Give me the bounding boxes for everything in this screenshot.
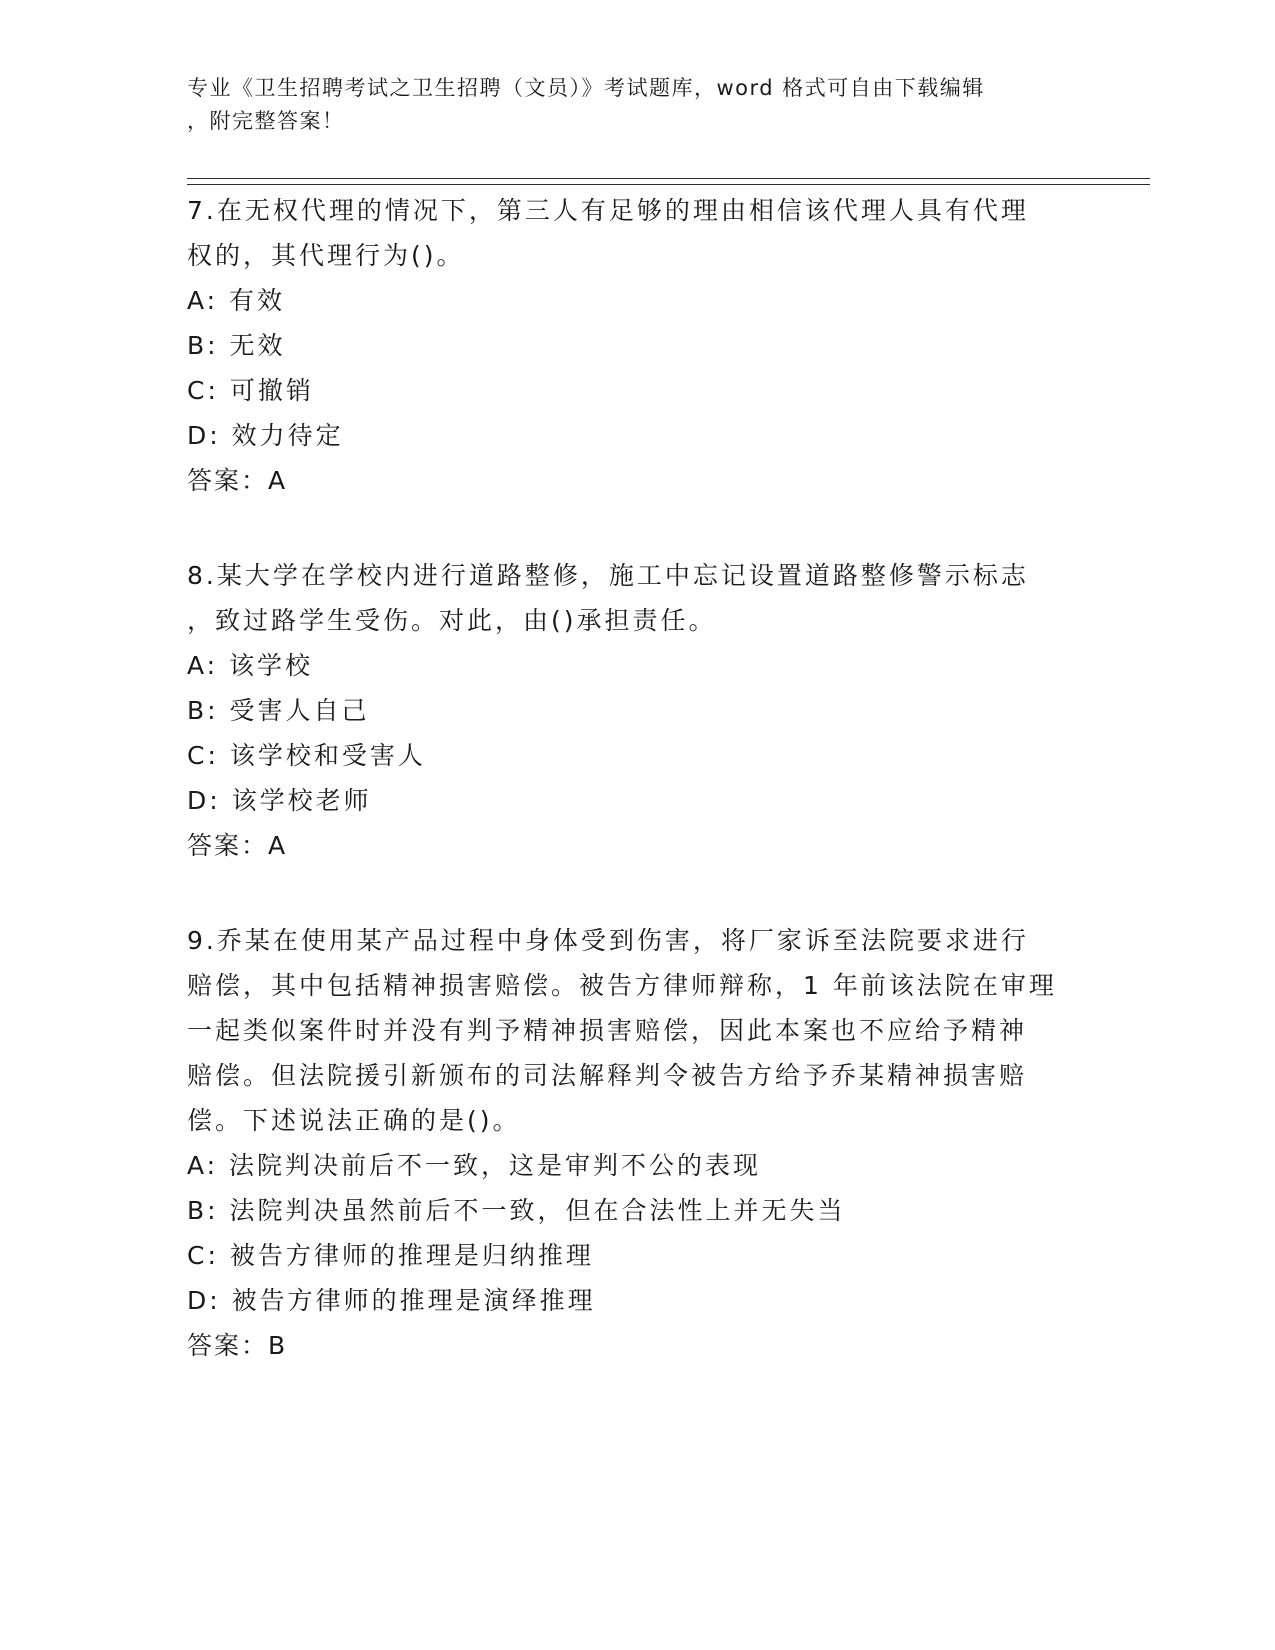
option-b: B: 无效 (187, 331, 286, 360)
question-stem-line: ，致过路学生受伤。对此，由()承担责任。 (187, 606, 717, 635)
header-divider (187, 178, 1150, 185)
option-d: D: 被告方律师的推理是演绎推理 (187, 1286, 596, 1315)
option-a: A: 法院判决前后不一致，这是审判不公的表现 (187, 1151, 762, 1180)
option-c: C: 被告方律师的推理是归纳推理 (187, 1241, 594, 1270)
question-stem-line: 赔偿，其中包括精神损害赔偿。被告方律师辩称，1 年前该法院在审理 (187, 971, 1057, 1000)
option-b: B: 法院判决虽然前后不一致，但在合法性上并无失当 (187, 1196, 846, 1225)
answer-line: 答案：A (187, 466, 288, 495)
question-stem-line: 9.乔某在使用某产品过程中身体受到伤害，将厂家诉至法院要求进行 (187, 926, 1029, 955)
header-line-2: ，附完整答案！ (187, 109, 345, 133)
question-8 (187, 553, 1087, 868)
question-9 (187, 918, 1087, 1368)
question-stem-line: 8.某大学在学校内进行道路整修，施工中忘记设置道路整修警示标志 (187, 561, 1029, 590)
question-stem-line: 7.在无权代理的情况下，第三人有足够的理由相信该代理人具有代理 (187, 196, 1029, 225)
answer-line: 答案：B (187, 1331, 288, 1360)
question-7 (187, 188, 1087, 503)
option-a: A: 有效 (187, 286, 286, 315)
question-stem-line: 赔偿。但法院援引新颁布的司法解释判令被告方给予乔某精神损害赔 (187, 1061, 1028, 1090)
question-stem-line: 一起类似案件时并没有判予精神损害赔偿，因此本案也不应给予精神 (187, 1016, 1028, 1045)
option-c: C: 可撤销 (187, 376, 314, 405)
document-header (187, 72, 1087, 138)
option-a: A: 该学校 (187, 651, 314, 680)
answer-line: 答案：A (187, 831, 288, 860)
option-c: C: 该学校和受害人 (187, 741, 426, 770)
question-stem-line: 偿。下述说法正确的是()。 (187, 1106, 521, 1135)
option-b: B: 受害人自己 (187, 696, 370, 725)
question-stem-line: 权的，其代理行为()。 (187, 241, 465, 270)
option-d: D: 效力待定 (187, 421, 344, 450)
header-line-1: 专业《卫生招聘考试之卫生招聘（文员）》考试题库，word 格式可自由下载编辑 (187, 76, 985, 100)
option-d: D: 该学校老师 (187, 786, 372, 815)
